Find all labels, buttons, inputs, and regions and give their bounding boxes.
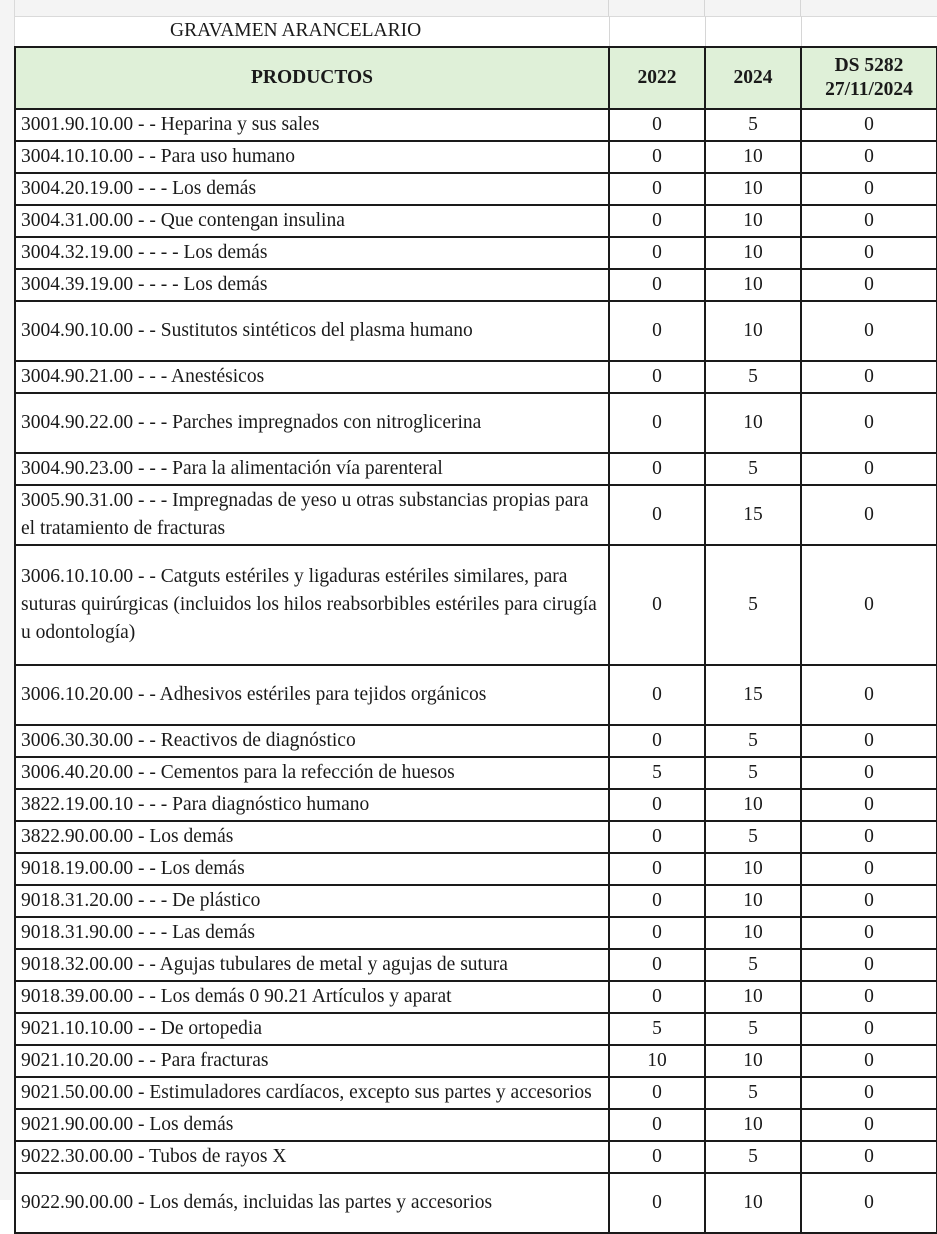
cell-producto[interactable]: 9021.10.10.00 - - De ortopedia (15, 1013, 609, 1045)
table-row (15, 981, 937, 1013)
cell-producto[interactable]: 3005.90.31.00 - - - Impregnadas de yeso u otras substancias propias para el tratamiento de fracturas (15, 485, 609, 545)
table-row (15, 665, 937, 725)
cell-ds[interactable]: 0 (801, 173, 937, 205)
cell-ds[interactable]: 0 (801, 453, 937, 485)
table-row (15, 205, 937, 237)
cell-v2024[interactable]: 10 (705, 393, 801, 453)
cell-producto[interactable]: 9018.39.00.00 - - Los demás 0 90.21 Artículos y aparat (15, 981, 609, 1013)
cell-ds[interactable]: 0 (801, 981, 937, 1013)
cell-v2022[interactable]: 0 (609, 1173, 705, 1233)
cell-producto[interactable]: 9021.50.00.00 - Estimuladores cardíacos, excepto sus partes y accesorios (15, 1077, 609, 1109)
cell-v2024[interactable]: 10 (705, 269, 801, 301)
cell-ds[interactable]: 0 (801, 1173, 937, 1233)
header-2022[interactable]: 2022 (609, 47, 705, 109)
cell-producto[interactable]: 9021.10.20.00 - - Para fracturas (15, 1045, 609, 1077)
cell-v2022[interactable]: 0 (609, 545, 705, 665)
cell-ds[interactable]: 0 (801, 393, 937, 453)
table-row (15, 301, 937, 361)
table-title[interactable]: GRAVAMEN ARANCELARIO (15, 16, 609, 47)
cell-v2022[interactable]: 0 (609, 853, 705, 885)
table-row (15, 885, 937, 917)
cell-v2024[interactable]: 10 (705, 853, 801, 885)
cell-producto[interactable]: 9018.19.00.00 - - Los demás (15, 853, 609, 885)
table-row (15, 393, 937, 453)
table-row (15, 725, 937, 757)
cell-v2024[interactable]: 10 (705, 1109, 801, 1141)
header-ds-line1: DS 5282 (834, 55, 904, 76)
cell-producto[interactable]: 3006.10.10.00 - - Catguts estériles y ligaduras estériles similares, para suturas quirúrgicas (incluidos los hilos reabsorbibles estériles para cirugía u odontología) (15, 545, 609, 665)
cell-v2024[interactable]: 10 (705, 1045, 801, 1077)
empty-cell[interactable] (609, 16, 705, 47)
column-header-strip (0, 0, 937, 17)
cell-producto[interactable]: 3004.31.00.00 - - Que contengan insulina (15, 205, 609, 237)
cell-producto[interactable]: 3004.90.22.00 - - - Parches impregnados con nitroglicerina (15, 393, 609, 453)
cell-v2022[interactable]: 0 (609, 1109, 705, 1141)
cell-v2024[interactable]: 5 (705, 453, 801, 485)
table-row (15, 757, 937, 789)
cell-producto[interactable]: 3004.90.21.00 - - - Anestésicos (15, 361, 609, 393)
cell-producto[interactable]: 3004.32.19.00 - - - - Los demás (15, 237, 609, 269)
title-row (15, 16, 937, 47)
cell-producto[interactable]: 3006.40.20.00 - - Cementos para la refección de huesos (15, 757, 609, 789)
cell-ds[interactable]: 0 (801, 917, 937, 949)
cell-v2024[interactable]: 15 (705, 665, 801, 725)
cell-v2022[interactable]: 0 (609, 173, 705, 205)
table-row (15, 1077, 937, 1109)
cell-ds[interactable]: 0 (801, 485, 937, 545)
cell-producto[interactable]: 3822.90.00.00 - Los demás (15, 821, 609, 853)
cell-v2022[interactable]: 0 (609, 141, 705, 173)
cell-producto[interactable]: 3006.10.20.00 - - Adhesivos estériles para tejidos orgánicos (15, 665, 609, 725)
cell-v2022[interactable]: 0 (609, 361, 705, 393)
table-row (15, 237, 937, 269)
cell-v2022[interactable]: 0 (609, 665, 705, 725)
cell-producto[interactable]: 3004.90.10.00 - - Sustitutos sintéticos del plasma humano (15, 301, 609, 361)
cell-v2024[interactable]: 5 (705, 109, 801, 141)
cell-v2022[interactable]: 0 (609, 393, 705, 453)
cell-ds[interactable]: 0 (801, 141, 937, 173)
table-row (15, 1045, 937, 1077)
cell-v2022[interactable]: 10 (609, 1045, 705, 1077)
cell-producto[interactable]: 3822.19.00.10 - - - Para diagnóstico humano (15, 789, 609, 821)
cell-v2024[interactable]: 10 (705, 917, 801, 949)
cell-producto[interactable]: 9022.90.00.00 - Los demás, incluidas las partes y accesorios (15, 1173, 609, 1233)
header-ds-5282[interactable] (801, 47, 937, 109)
cell-v2022[interactable]: 0 (609, 109, 705, 141)
cell-v2022[interactable]: 0 (609, 949, 705, 981)
header-productos[interactable]: PRODUCTOS (15, 47, 609, 109)
cell-v2024[interactable]: 5 (705, 757, 801, 789)
cell-v2022[interactable]: 0 (609, 205, 705, 237)
cell-v2022[interactable]: 0 (609, 237, 705, 269)
cell-ds[interactable]: 0 (801, 665, 937, 725)
table-row (15, 1109, 937, 1141)
cell-ds[interactable]: 0 (801, 853, 937, 885)
tariff-table (14, 16, 937, 1234)
cell-v2024[interactable]: 5 (705, 949, 801, 981)
cell-producto[interactable]: 3004.39.19.00 - - - - Los demás (15, 269, 609, 301)
cell-v2024[interactable]: 5 (705, 545, 801, 665)
table-row (15, 1013, 937, 1045)
table-row (15, 453, 937, 485)
cell-v2022[interactable]: 0 (609, 485, 705, 545)
table-row (15, 361, 937, 393)
cell-v2022[interactable]: 0 (609, 821, 705, 853)
column-divider (704, 0, 705, 16)
cell-v2024[interactable]: 5 (705, 1141, 801, 1173)
table-row (15, 1141, 937, 1173)
header-row (15, 47, 937, 109)
cell-v2024[interactable]: 10 (705, 885, 801, 917)
table-row (15, 1173, 937, 1233)
cell-ds[interactable]: 0 (801, 109, 937, 141)
cell-v2024[interactable]: 5 (705, 1077, 801, 1109)
cell-v2024[interactable]: 10 (705, 789, 801, 821)
cell-v2022[interactable]: 0 (609, 453, 705, 485)
cell-v2022[interactable]: 0 (609, 1141, 705, 1173)
cell-producto[interactable]: 3004.10.10.00 - - Para uso humano (15, 141, 609, 173)
cell-ds[interactable]: 0 (801, 361, 937, 393)
cell-ds[interactable]: 0 (801, 301, 937, 361)
cell-v2024[interactable]: 10 (705, 981, 801, 1013)
table-row (15, 853, 937, 885)
cell-v2022[interactable]: 5 (609, 1013, 705, 1045)
table-row (15, 789, 937, 821)
empty-cell[interactable] (705, 16, 801, 47)
cell-ds[interactable]: 0 (801, 205, 937, 237)
cell-ds[interactable]: 0 (801, 1045, 937, 1077)
table-row (15, 269, 937, 301)
cell-v2024[interactable]: 10 (705, 205, 801, 237)
row-header-gutter (0, 0, 15, 1200)
cell-ds[interactable]: 0 (801, 757, 937, 789)
cell-producto[interactable]: 3004.20.19.00 - - - Los demás (15, 173, 609, 205)
header-2024[interactable]: 2024 (705, 47, 801, 109)
cell-v2022[interactable]: 0 (609, 917, 705, 949)
cell-v2024[interactable]: 5 (705, 361, 801, 393)
table-row (15, 545, 937, 665)
cell-ds[interactable]: 0 (801, 821, 937, 853)
column-divider (608, 0, 609, 16)
cell-v2022[interactable]: 0 (609, 885, 705, 917)
cell-ds[interactable]: 0 (801, 269, 937, 301)
cell-v2022[interactable]: 0 (609, 1077, 705, 1109)
empty-cell[interactable] (801, 16, 937, 47)
cell-ds[interactable]: 0 (801, 1013, 937, 1045)
cell-v2024[interactable]: 10 (705, 1173, 801, 1233)
column-divider (800, 0, 801, 16)
cell-v2022[interactable]: 0 (609, 301, 705, 361)
cell-v2024[interactable]: 5 (705, 1013, 801, 1045)
table-row (15, 949, 937, 981)
table-row (15, 917, 937, 949)
cell-ds[interactable]: 0 (801, 237, 937, 269)
table-row (15, 141, 937, 173)
cell-ds[interactable]: 0 (801, 1141, 937, 1173)
cell-producto[interactable]: 9018.32.00.00 - - Agujas tubulares de metal y agujas de sutura (15, 949, 609, 981)
cell-producto[interactable]: 3001.90.10.00 - - Heparina y sus sales (15, 109, 609, 141)
cell-v2022[interactable]: 0 (609, 725, 705, 757)
cell-producto[interactable]: 9018.31.90.00 - - - Las demás (15, 917, 609, 949)
cell-ds[interactable]: 0 (801, 885, 937, 917)
cell-producto[interactable]: 9021.90.00.00 - Los demás (15, 1109, 609, 1141)
cell-v2024[interactable]: 10 (705, 141, 801, 173)
cell-v2022[interactable]: 0 (609, 269, 705, 301)
cell-producto[interactable]: 3004.90.23.00 - - - Para la alimentación vía parenteral (15, 453, 609, 485)
cell-v2024[interactable]: 5 (705, 725, 801, 757)
cell-v2024[interactable]: 10 (705, 173, 801, 205)
table-row (15, 485, 937, 545)
cell-producto[interactable]: 3006.30.30.00 - - Reactivos de diagnóstico (15, 725, 609, 757)
table-row (15, 821, 937, 853)
cell-ds[interactable]: 0 (801, 949, 937, 981)
cell-v2024[interactable]: 10 (705, 301, 801, 361)
cell-v2022[interactable]: 5 (609, 757, 705, 789)
cell-ds[interactable]: 0 (801, 725, 937, 757)
cell-producto[interactable]: 9018.31.20.00 - - - De plástico (15, 885, 609, 917)
cell-v2024[interactable]: 15 (705, 485, 801, 545)
cell-ds[interactable]: 0 (801, 1077, 937, 1109)
cell-v2024[interactable]: 5 (705, 821, 801, 853)
cell-ds[interactable]: 0 (801, 789, 937, 821)
table-row (15, 109, 937, 141)
table-row (15, 173, 937, 205)
cell-ds[interactable]: 0 (801, 545, 937, 665)
cell-v2022[interactable]: 0 (609, 789, 705, 821)
cell-producto[interactable]: 9022.30.00.00 - Tubos de rayos X (15, 1141, 609, 1173)
cell-v2022[interactable]: 0 (609, 981, 705, 1013)
header-ds-line2: 27/11/2024 (825, 79, 913, 100)
cell-ds[interactable]: 0 (801, 1109, 937, 1141)
cell-v2024[interactable]: 10 (705, 237, 801, 269)
